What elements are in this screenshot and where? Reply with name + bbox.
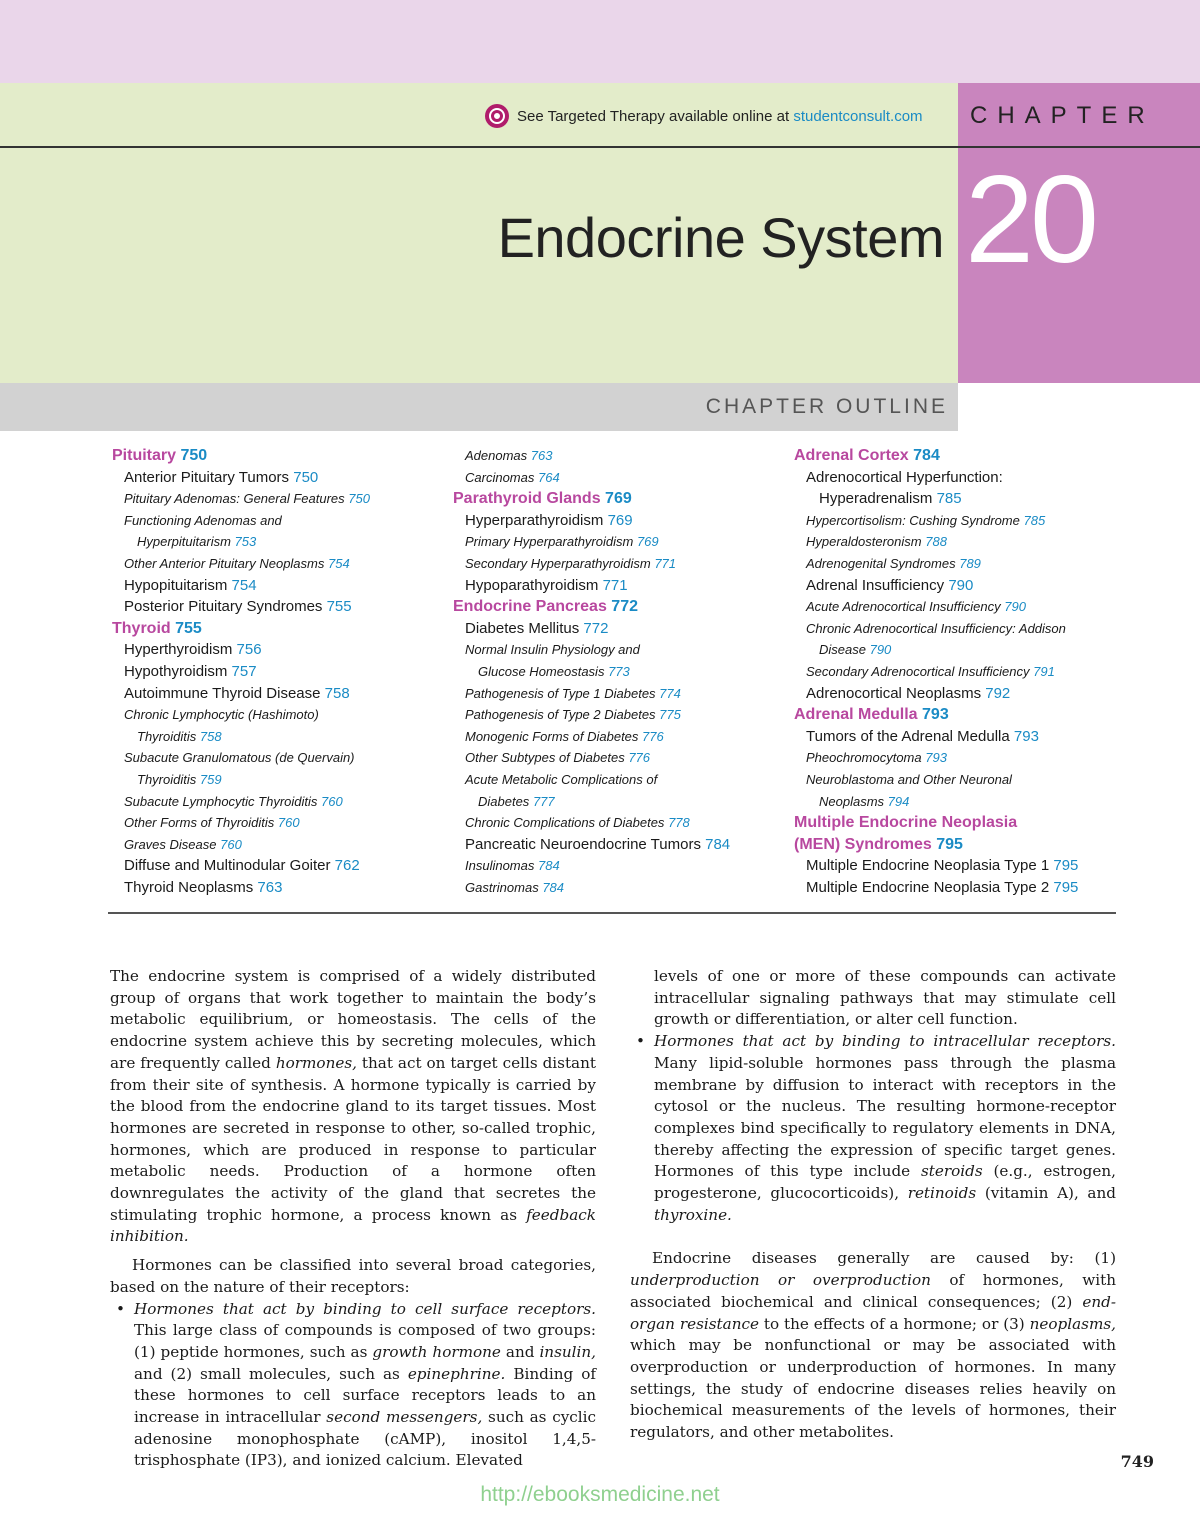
online-link[interactable]: studentconsult.com <box>793 107 923 125</box>
outline-page-ref: 791 <box>1033 663 1055 679</box>
outline-page-ref: 774 <box>659 685 681 701</box>
outline-page-ref: 760 <box>277 815 300 831</box>
outline-entry-title: Chronic Lymphocytic (Hashimoto) <box>124 707 319 723</box>
outline-entry-title: Thyroid Neoplasms <box>124 878 254 896</box>
outline-page-ref: 784 <box>542 879 565 895</box>
outline-entry <box>112 596 370 618</box>
outline-entry-title: Diabetes Mellitus <box>465 619 580 637</box>
outline-entry-title: Anterior Pituitary Tumors <box>124 468 290 486</box>
outline-page-ref: 790 <box>869 642 892 658</box>
outline-entry <box>112 769 370 791</box>
outline-page-ref: 776 <box>628 750 651 766</box>
outline-entry <box>112 726 370 748</box>
outline-entry-title: Hypoparathyroidism <box>465 576 599 594</box>
outline-entry-title: Pituitary <box>112 447 177 464</box>
outline-entry-title: Adrenogenital Syndromes <box>806 555 956 571</box>
outline-entry-title: Chronic Complications of Diabetes <box>465 815 665 831</box>
outline-entry-title: Adenomas <box>465 448 528 463</box>
outline-page-ref: 795 <box>1053 878 1079 896</box>
bullet-item: • Hormones that act by binding to intracellular receptors. Many lipid-soluble hormones pass through the plasma membrane by diffusion to interact with receptors in the cytosol or the nucleus. The resulting hormone-receptor complexes bind specifically to regulatory elements in DNA, thereby affecting the expression of specific target genes. Hormones of this type include steroids (e.g., estrogen, progesterone, glucocorticoids), retinoids (vitamin A), and thyroxine. <box>636 1032 1116 1224</box>
outline-page-ref: 759 <box>199 771 222 787</box>
outline-page-ref: 788 <box>925 534 947 550</box>
outline-column-2 <box>453 445 730 898</box>
outline-page-ref: 762 <box>334 857 360 875</box>
outline-page-ref: 756 <box>236 641 262 659</box>
outline-entry-title: Hyperparathyroidism <box>465 511 604 529</box>
outline-entry <box>112 639 370 661</box>
outline-entry-title: Posterior Pituitary Syndromes <box>124 598 323 616</box>
header-rule-right <box>958 146 1200 148</box>
body-column-left <box>110 966 596 1472</box>
outline-entry <box>794 791 1078 813</box>
body-paragraph: The endocrine system is comprised of a widely distributed group of organs that work together to maintain the body’s metabolic equilibrium, or homeostasis. The cells of the endocrine system achieve this by secreting molecules, which are frequently called hormones, that act on target cells distant from their site of synthesis. A hormone typically is carried by the blood from the endocrine gland to its target tissues. Most hormones are secreted in response to other, so-called trophic, hormones, which are produced in response to particular metabolic needs. Production of a hormone often downregulates the activity of the gland that secretes the stimulating trophic hormone, a process known as feedback inhibition. <box>110 967 596 1246</box>
outline-entry-title: Subacute Lymphocytic Thyroiditis <box>124 793 318 809</box>
outline-page-ref: 758 <box>199 728 222 744</box>
outline-entry <box>112 812 370 834</box>
page-number: 749 <box>1120 1452 1154 1471</box>
outline-bottom-rule <box>108 912 1116 914</box>
outline-entry-title: Subacute Granulomatous (de Quervain) <box>124 750 355 766</box>
footer-url[interactable]: http://ebooksmedicine.net <box>480 1483 720 1506</box>
outline-entry <box>112 855 370 877</box>
outline-entry <box>794 596 1078 618</box>
outline-entry <box>453 661 730 683</box>
outline-page-ref: 769 <box>607 511 633 529</box>
outline-entry-title: Tumors of the Adrenal Medulla <box>806 727 1010 745</box>
outline-page-ref: 771 <box>602 576 628 594</box>
outline-entry-title: Hyperthyroidism <box>124 641 233 659</box>
outline-entry-title: Secondary Hyperparathyroidism <box>465 555 651 571</box>
outline-page-ref: 785 <box>936 490 962 508</box>
outline-entry <box>453 877 730 899</box>
outline-page-ref: 778 <box>668 815 690 831</box>
outline-entry-title: Pathogenesis of Type 2 Diabetes <box>465 707 656 723</box>
outline-entry-title: Hypothyroidism <box>124 662 228 680</box>
outline-entry <box>453 747 730 769</box>
outline-section-heading <box>794 834 1078 856</box>
outline-entry <box>794 488 1078 510</box>
outline-page-ref: 769 <box>605 490 632 508</box>
outline-section-heading <box>453 596 730 618</box>
outline-entry-title: Multiple Endocrine Neoplasia <box>794 814 1018 832</box>
outline-page-ref: 754 <box>328 555 350 571</box>
outline-section-heading <box>112 618 370 640</box>
outline-entry-title: Adrenal Cortex <box>794 447 909 464</box>
outline-page-ref: 754 <box>231 576 257 594</box>
outline-entry-title: Adrenocortical Neoplasms <box>806 684 982 702</box>
outline-entry <box>112 661 370 683</box>
outline-entry-title: Thyroid <box>112 619 171 637</box>
outline-band-white <box>958 383 1200 431</box>
outline-entry-title: Hyperadrenalism <box>819 490 933 508</box>
online-text: See Targeted Therapy available online at <box>517 107 794 125</box>
outline-entry-title: Hyperpituitarism <box>137 534 231 550</box>
outline-entry-title: Other Anterior Pituitary Neoplasms <box>124 555 325 571</box>
outline-entry <box>453 683 730 705</box>
outline-page-ref: 776 <box>642 728 664 744</box>
outline-entry <box>453 553 730 575</box>
outline-entry <box>794 467 1078 489</box>
outline-entry-title: Pancreatic Neuroendocrine Tumors <box>465 835 701 853</box>
outline-entry <box>794 747 1078 769</box>
outline-page-ref: 793 <box>1013 727 1039 745</box>
outline-entry-title: Hypopituitarism <box>124 576 228 594</box>
outline-page-ref: 750 <box>180 447 208 464</box>
outline-page-ref: 790 <box>948 576 974 594</box>
outline-page-ref: 785 <box>1023 512 1046 528</box>
outline-entry-title: Insulinomas <box>465 858 535 874</box>
outline-entry <box>794 575 1078 597</box>
outline-entry <box>112 704 370 726</box>
outline-page-ref: 750 <box>293 468 319 486</box>
outline-entry-title: Hyperaldosteronism <box>806 534 922 550</box>
outline-page-ref: 758 <box>324 684 350 702</box>
outline-entry <box>112 510 370 532</box>
outline-entry <box>794 618 1078 640</box>
outline-entry-title: Adrenal Medulla <box>794 706 918 724</box>
chapter-number: 20 <box>965 151 1095 289</box>
outline-entry <box>794 855 1078 877</box>
disc-icon <box>485 104 509 128</box>
outline-entry <box>112 834 370 856</box>
outline-entry-title: Pathogenesis of Type 1 Diabetes <box>465 685 656 701</box>
outline-section-heading <box>112 445 370 467</box>
outline-page-ref: 763 <box>530 448 553 463</box>
outline-entry-title: Graves Disease <box>124 836 217 852</box>
outline-entry <box>453 445 730 467</box>
outline-entry <box>453 769 730 791</box>
outline-page-ref: 777 <box>532 793 555 809</box>
outline-column-3 <box>794 445 1078 898</box>
outline-page-ref: 794 <box>887 793 910 809</box>
outline-entry <box>112 488 370 510</box>
outline-entry-title: Multiple Endocrine Neoplasia Type 2 <box>806 878 1050 896</box>
outline-entry <box>794 639 1078 661</box>
outline-page-ref: 755 <box>326 598 352 616</box>
outline-page-ref: 784 <box>913 447 940 464</box>
outline-page-ref: 795 <box>1053 857 1079 875</box>
outline-page-ref: 789 <box>959 555 981 571</box>
body-column-right <box>630 966 1116 1444</box>
outline-entry <box>453 510 730 532</box>
body-paragraph: Hormones can be classified into several broad categories, based on the nature of their receptors: <box>110 1256 596 1296</box>
outline-page-ref: 772 <box>583 619 609 637</box>
outline-entry-title: Primary Hyperparathyroidism <box>465 534 634 550</box>
outline-entry <box>453 791 730 813</box>
outline-page-ref: 790 <box>1004 599 1026 615</box>
outline-entry-title: Neuroblastoma and Other Neuronal <box>806 771 1012 787</box>
outline-entry-title: Secondary Adrenocortical Insufficiency <box>806 663 1030 679</box>
body-paragraph: Endocrine diseases generally are caused by: (1) underproduction or overproduction of hormones, with associated biochemical and clinical consequences; (2) end-organ resistance to the effects of a hormone; or (3) neoplasms, which may be nonfunctional or may be associated with overproduction or underproduction of hormones. In many settings, the study of endocrine diseases relies heavily on biochemical measurements of the levels of hormones, their regulators, and other metabolites. <box>630 1249 1116 1442</box>
outline-entry-title: Neoplasms <box>819 793 885 809</box>
outline-section-heading <box>453 488 730 510</box>
outline-entry <box>112 877 370 899</box>
outline-entry <box>794 531 1078 553</box>
outline-entry <box>112 467 370 489</box>
outline-page-ref: 753 <box>234 534 257 550</box>
chapter-outline-heading: CHAPTER OUTLINE <box>705 395 948 418</box>
outline-page-ref: 772 <box>611 598 638 616</box>
outline-page-ref: 757 <box>231 662 257 680</box>
outline-entry <box>112 553 370 575</box>
outline-page-ref: 764 <box>537 469 560 485</box>
header-band-top <box>0 0 1200 83</box>
outline-entry-title: Chronic Adrenocortical Insufficiency: Addison <box>806 620 1066 636</box>
outline-entry <box>112 747 370 769</box>
outline-entry-title: Autoimmune Thyroid Disease <box>124 684 321 702</box>
outline-page-ref: 793 <box>925 750 947 766</box>
outline-entry <box>112 683 370 705</box>
outline-entry <box>112 575 370 597</box>
outline-entry-title: Pheochromocytoma <box>806 750 922 766</box>
outline-page-ref: 775 <box>659 707 681 723</box>
outline-entry-title: Gastrinomas <box>465 879 539 895</box>
outline-entry <box>453 812 730 834</box>
outline-entry <box>794 877 1078 899</box>
outline-entry <box>794 510 1078 532</box>
outline-entry-title: Hypercortisolism: Cushing Syndrome <box>806 512 1020 528</box>
outline-entry-title: Functioning Adenomas and <box>124 512 282 528</box>
outline-entry <box>794 553 1078 575</box>
outline-entry <box>794 769 1078 791</box>
outline-entry-title: Acute Metabolic Complications of <box>465 771 658 787</box>
outline-entry <box>453 467 730 489</box>
outline-entry-title: Diabetes <box>478 793 530 809</box>
outline-page-ref: 769 <box>636 534 659 550</box>
outline-entry-title: Endocrine Pancreas <box>453 598 607 616</box>
outline-entry <box>453 531 730 553</box>
outline-entry <box>453 704 730 726</box>
outline-entry-title: Parathyroid Glands <box>453 490 601 508</box>
outline-page-ref: 771 <box>654 555 677 571</box>
outline-page-ref: 763 <box>257 878 283 896</box>
outline-page-ref: 795 <box>936 835 963 853</box>
outline-column-1 <box>112 445 370 898</box>
outline-page-ref: 793 <box>922 706 949 724</box>
outline-entry-title: Disease <box>819 642 866 658</box>
header-rule <box>0 146 958 148</box>
outline-page-ref: 760 <box>321 793 343 809</box>
outline-entry <box>453 575 730 597</box>
outline-entry-title: Other Forms of Thyroiditis <box>124 815 275 831</box>
outline-entry-title: (MEN) Syndromes <box>794 835 932 853</box>
outline-entry <box>112 531 370 553</box>
bullet-item-continued: levels of one or more of these compounds can activate intracellular signaling pathways that may stimulate cell growth or differentiation, or alter cell function. <box>654 967 1116 1029</box>
outline-entry <box>794 683 1078 705</box>
outline-page-ref: 750 <box>348 491 370 507</box>
outline-entry-title: Glucose Homeostasis <box>478 663 605 679</box>
outline-entry-title: Normal Insulin Physiology and <box>465 642 640 658</box>
outline-entry-title: Thyroiditis <box>137 771 197 787</box>
outline-entry <box>453 639 730 661</box>
outline-entry-title: Thyroiditis <box>137 728 197 744</box>
outline-page-ref: 760 <box>220 836 242 852</box>
outline-page-ref: 784 <box>538 858 560 874</box>
outline-page-ref: 755 <box>175 619 202 637</box>
chapter-label: CHAPTER <box>970 102 1155 129</box>
outline-entry-title: Acute Adrenocortical Insufficiency <box>806 599 1001 615</box>
outline-entry-title: Multiple Endocrine Neoplasia Type 1 <box>806 857 1050 875</box>
outline-entry-title: Carcinomas <box>465 469 535 485</box>
outline-page-ref: 784 <box>705 835 731 853</box>
outline-entry-title: Monogenic Forms of Diabetes <box>465 728 639 744</box>
outline-entry-title: Adrenal Insufficiency <box>806 576 945 594</box>
outline-entry <box>794 726 1078 748</box>
chapter-title: Endocrine System <box>497 206 944 269</box>
outline-entry-title: Adrenocortical Hyperfunction: <box>806 468 1003 486</box>
outline-entry <box>453 855 730 877</box>
outline-entry-title: Diffuse and Multinodular Goiter <box>124 857 331 875</box>
outline-entry <box>112 791 370 813</box>
outline-entry <box>453 618 730 640</box>
online-notice <box>485 104 923 128</box>
outline-entry <box>453 834 730 856</box>
outline-section-heading <box>794 445 1078 467</box>
outline-page-ref: 773 <box>608 663 630 679</box>
outline-section-heading <box>794 704 1078 726</box>
outline-entry-title: Other Subtypes of Diabetes <box>465 750 625 766</box>
outline-entry <box>453 726 730 748</box>
outline-entry-title: Pituitary Adenomas: General Features <box>124 491 345 507</box>
outline-entry <box>794 661 1078 683</box>
outline-page-ref: 792 <box>985 684 1011 702</box>
bullet-item: • Hormones that act by binding to cell surface receptors. This large class of compounds is composed of two groups: (1) peptide hormones, such as growth hormone and insulin, and (2) small molecules, such as epinephrine. Binding of these hormones to cell surface receptors leads to an increase in intracellular second messengers, such as cyclic adenosine monophosphate (cAMP), inositol 1,4,5-trisphosphate (IP3), and ionized calcium. Elevated <box>116 1299 597 1470</box>
outline-section-heading <box>794 812 1078 834</box>
